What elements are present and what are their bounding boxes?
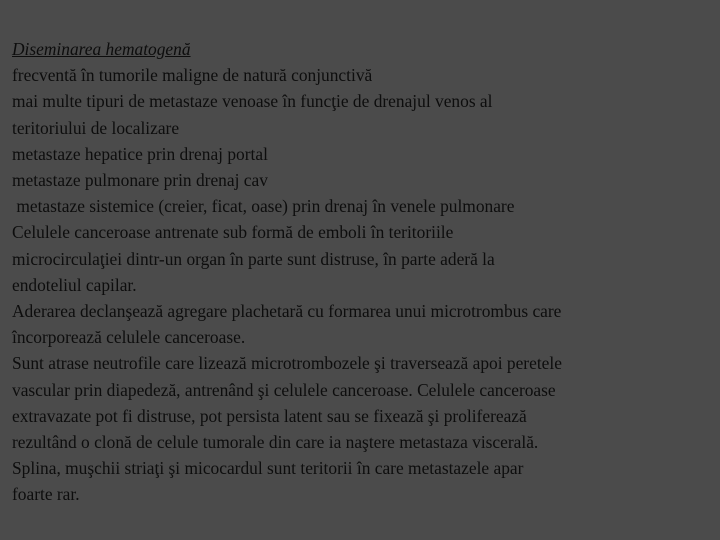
- text-line: rezultând o clonă de celule tumorale din care ia naştere metastaza viscerală.: [12, 432, 539, 453]
- text-line: Celulele canceroase antrenate sub formă de emboli în teritoriile: [12, 222, 454, 243]
- text-line: mai multe tipuri de metastaze venoase în funcţie de drenajul venos al: [12, 91, 493, 112]
- text-line: încorporează celulele canceroase.: [12, 327, 246, 348]
- text-line: vascular prin diapedeză, antrenând şi celulele canceroase. Celulele canceroase: [12, 379, 556, 400]
- text-line: Splina, muşchii striaţi şi micocardul sunt teritorii în care metastazele apar: [12, 458, 524, 479]
- text-line: frecventă în tumorile maligne de natură conjunctivă: [12, 65, 373, 86]
- slide-content: [12, 36, 712, 508]
- text-line: metastaze sistemice (creier, ficat, oase) prin drenaj în venele pulmonare: [12, 196, 515, 217]
- text-line: foarte rar.: [12, 484, 80, 505]
- text-line: Sunt atrase neutrofile care lizează microtrombozele şi traversează apoi peretele: [12, 353, 562, 374]
- text-line: Aderarea declanşează agregare plachetară cu formarea unui microtrombus care: [12, 301, 562, 322]
- text-line: teritoriului de localizare: [12, 117, 180, 138]
- text-line: endoteliul capilar.: [12, 274, 137, 295]
- text-line: microcirculaţiei dintr-un organ în parte sunt distruse, în parte aderă la: [12, 248, 495, 269]
- text-line: metastaze hepatice prin drenaj portal: [12, 143, 268, 164]
- text-line: extravazate pot fi distruse, pot persista latent sau se fixează şi proliferează: [12, 405, 527, 426]
- text-line: metastaze pulmonare prin drenaj cav: [12, 170, 268, 191]
- slide-heading: Diseminarea hematogenă: [12, 39, 191, 59]
